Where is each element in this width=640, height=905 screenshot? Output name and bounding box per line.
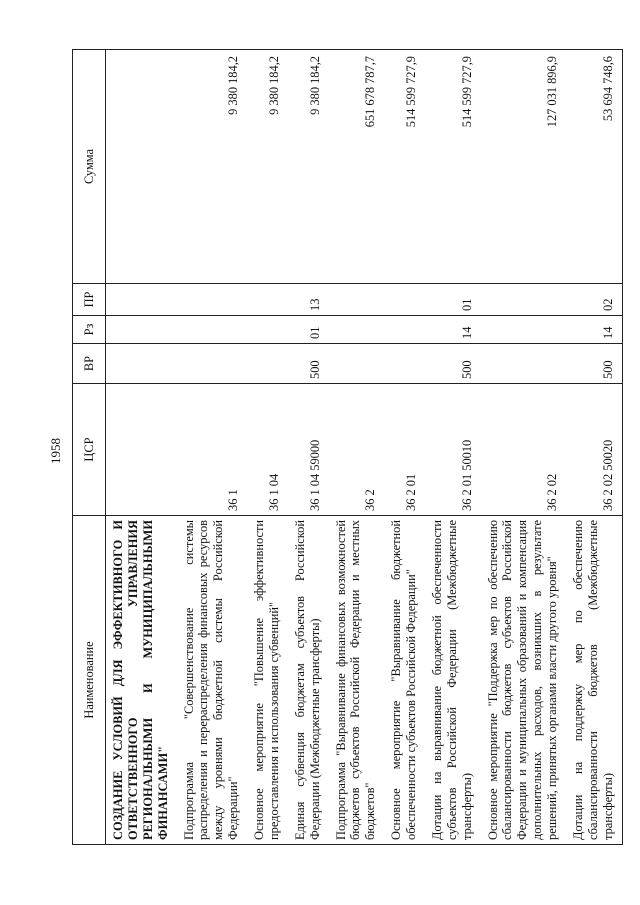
row-sum: 651 678 787,7 — [329, 50, 385, 284]
header-vr: ВР — [73, 344, 106, 384]
row-csr: 36 2 02 — [481, 384, 566, 516]
row-pr — [329, 284, 385, 316]
header-rz: Рз — [73, 316, 106, 344]
table-row — [177, 50, 248, 845]
row-rz: 14 — [425, 316, 481, 344]
row-name: Единая субвенция бюджетам субъектов Российской Федерации (Межбюджетные трансферты) — [288, 516, 329, 845]
table-row — [288, 50, 329, 845]
row-rz — [384, 316, 425, 344]
table-row — [247, 50, 288, 845]
table-row — [425, 50, 481, 845]
row-vr: 500 — [425, 344, 481, 384]
row-vr — [481, 344, 566, 384]
table-row — [566, 50, 622, 845]
budget-table — [72, 49, 623, 845]
row-vr: 500 — [566, 344, 622, 384]
row-vr — [106, 344, 177, 384]
table-row — [384, 50, 425, 845]
row-pr: 02 — [566, 284, 622, 316]
row-sum: 514 599 727,9 — [384, 50, 425, 284]
table-row — [481, 50, 566, 845]
row-vr — [384, 344, 425, 384]
row-name: СОЗДАНИЕ УСЛОВИЙ ДЛЯ ЭФФЕКТИВНОГО И ОТВЕТСТВЕННОГО УПРАВЛЕНИЯ РЕГИОНАЛЬНЫМИ И МУНИЦИПАЛЬНЫМИ ФИНАНСАМИ" — [106, 516, 177, 845]
row-rz — [481, 316, 566, 344]
row-pr — [384, 284, 425, 316]
table-header-row — [73, 50, 106, 845]
row-vr: 500 — [288, 344, 329, 384]
rotated-table-area — [72, 50, 614, 845]
row-name: Подпрограмма "Совершенствование системы распределения и перераспределения финансовых ресурсов между уровнями бюджетной системы Российской Федерации" — [177, 516, 248, 845]
row-vr — [329, 344, 385, 384]
row-vr — [247, 344, 288, 384]
row-csr: 36 1 — [177, 384, 248, 516]
row-pr — [177, 284, 248, 316]
row-sum: 127 031 896,9 — [481, 50, 566, 284]
row-rz — [177, 316, 248, 344]
row-sum: 53 694 748,6 — [566, 50, 622, 284]
row-pr — [106, 284, 177, 316]
row-name: Основное мероприятие "Поддержка мер по обеспечению сбалансированности бюджетов субъектов Российской Федерации и муниципальных образований и компенсация дополнительных расходов, возникших в результате решений, принятых органами власти другого уровня" — [481, 516, 566, 845]
row-name: Дотации на поддержку мер по обеспечению сбалансированности бюджетов (Межбюджетные трансферты) — [566, 516, 622, 845]
row-name: Основное мероприятие "Повышение эффективности предоставления и использования субвенций" — [247, 516, 288, 845]
row-pr — [247, 284, 288, 316]
row-csr: 36 2 01 50010 — [425, 384, 481, 516]
row-csr: 36 2 02 50020 — [566, 384, 622, 516]
row-pr — [481, 284, 566, 316]
row-rz: 14 — [566, 316, 622, 344]
row-rz — [106, 316, 177, 344]
row-csr — [106, 384, 177, 516]
row-pr: 01 — [425, 284, 481, 316]
row-name: Основное мероприятие "Выравнивание бюджетной обеспеченности субъектов Российской Федерации" — [384, 516, 425, 845]
row-name: Подпрограмма "Выравнивание финансовых возможностей бюджетов субъектов Российской Федерации и местных бюджетов" — [329, 516, 385, 845]
row-rz — [247, 316, 288, 344]
row-csr: 36 1 04 — [247, 384, 288, 516]
row-sum: 9 380 184,2 — [177, 50, 248, 284]
row-csr: 36 2 01 — [384, 384, 425, 516]
row-rz — [329, 316, 385, 344]
header-pr: ПР — [73, 284, 106, 316]
page-number: 1958 — [48, 438, 63, 464]
row-sum: 9 380 184,2 — [247, 50, 288, 284]
row-csr: 36 2 — [329, 384, 385, 516]
header-name: Наименование — [73, 516, 106, 845]
row-sum: 514 599 727,9 — [425, 50, 481, 284]
row-csr: 36 1 04 59000 — [288, 384, 329, 516]
header-csr: ЦСР — [73, 384, 106, 516]
row-rz: 01 — [288, 316, 329, 344]
row-pr: 13 — [288, 284, 329, 316]
row-name: Дотации на выравнивание бюджетной обеспеченности субъектов Российской Федерации (Межбюджетные трансферты) — [425, 516, 481, 845]
row-vr — [177, 344, 248, 384]
header-sum: Сумма — [73, 50, 106, 284]
table-row — [329, 50, 385, 845]
row-sum: 9 380 184,2 — [288, 50, 329, 284]
table-row — [106, 50, 177, 845]
row-sum — [106, 50, 177, 284]
